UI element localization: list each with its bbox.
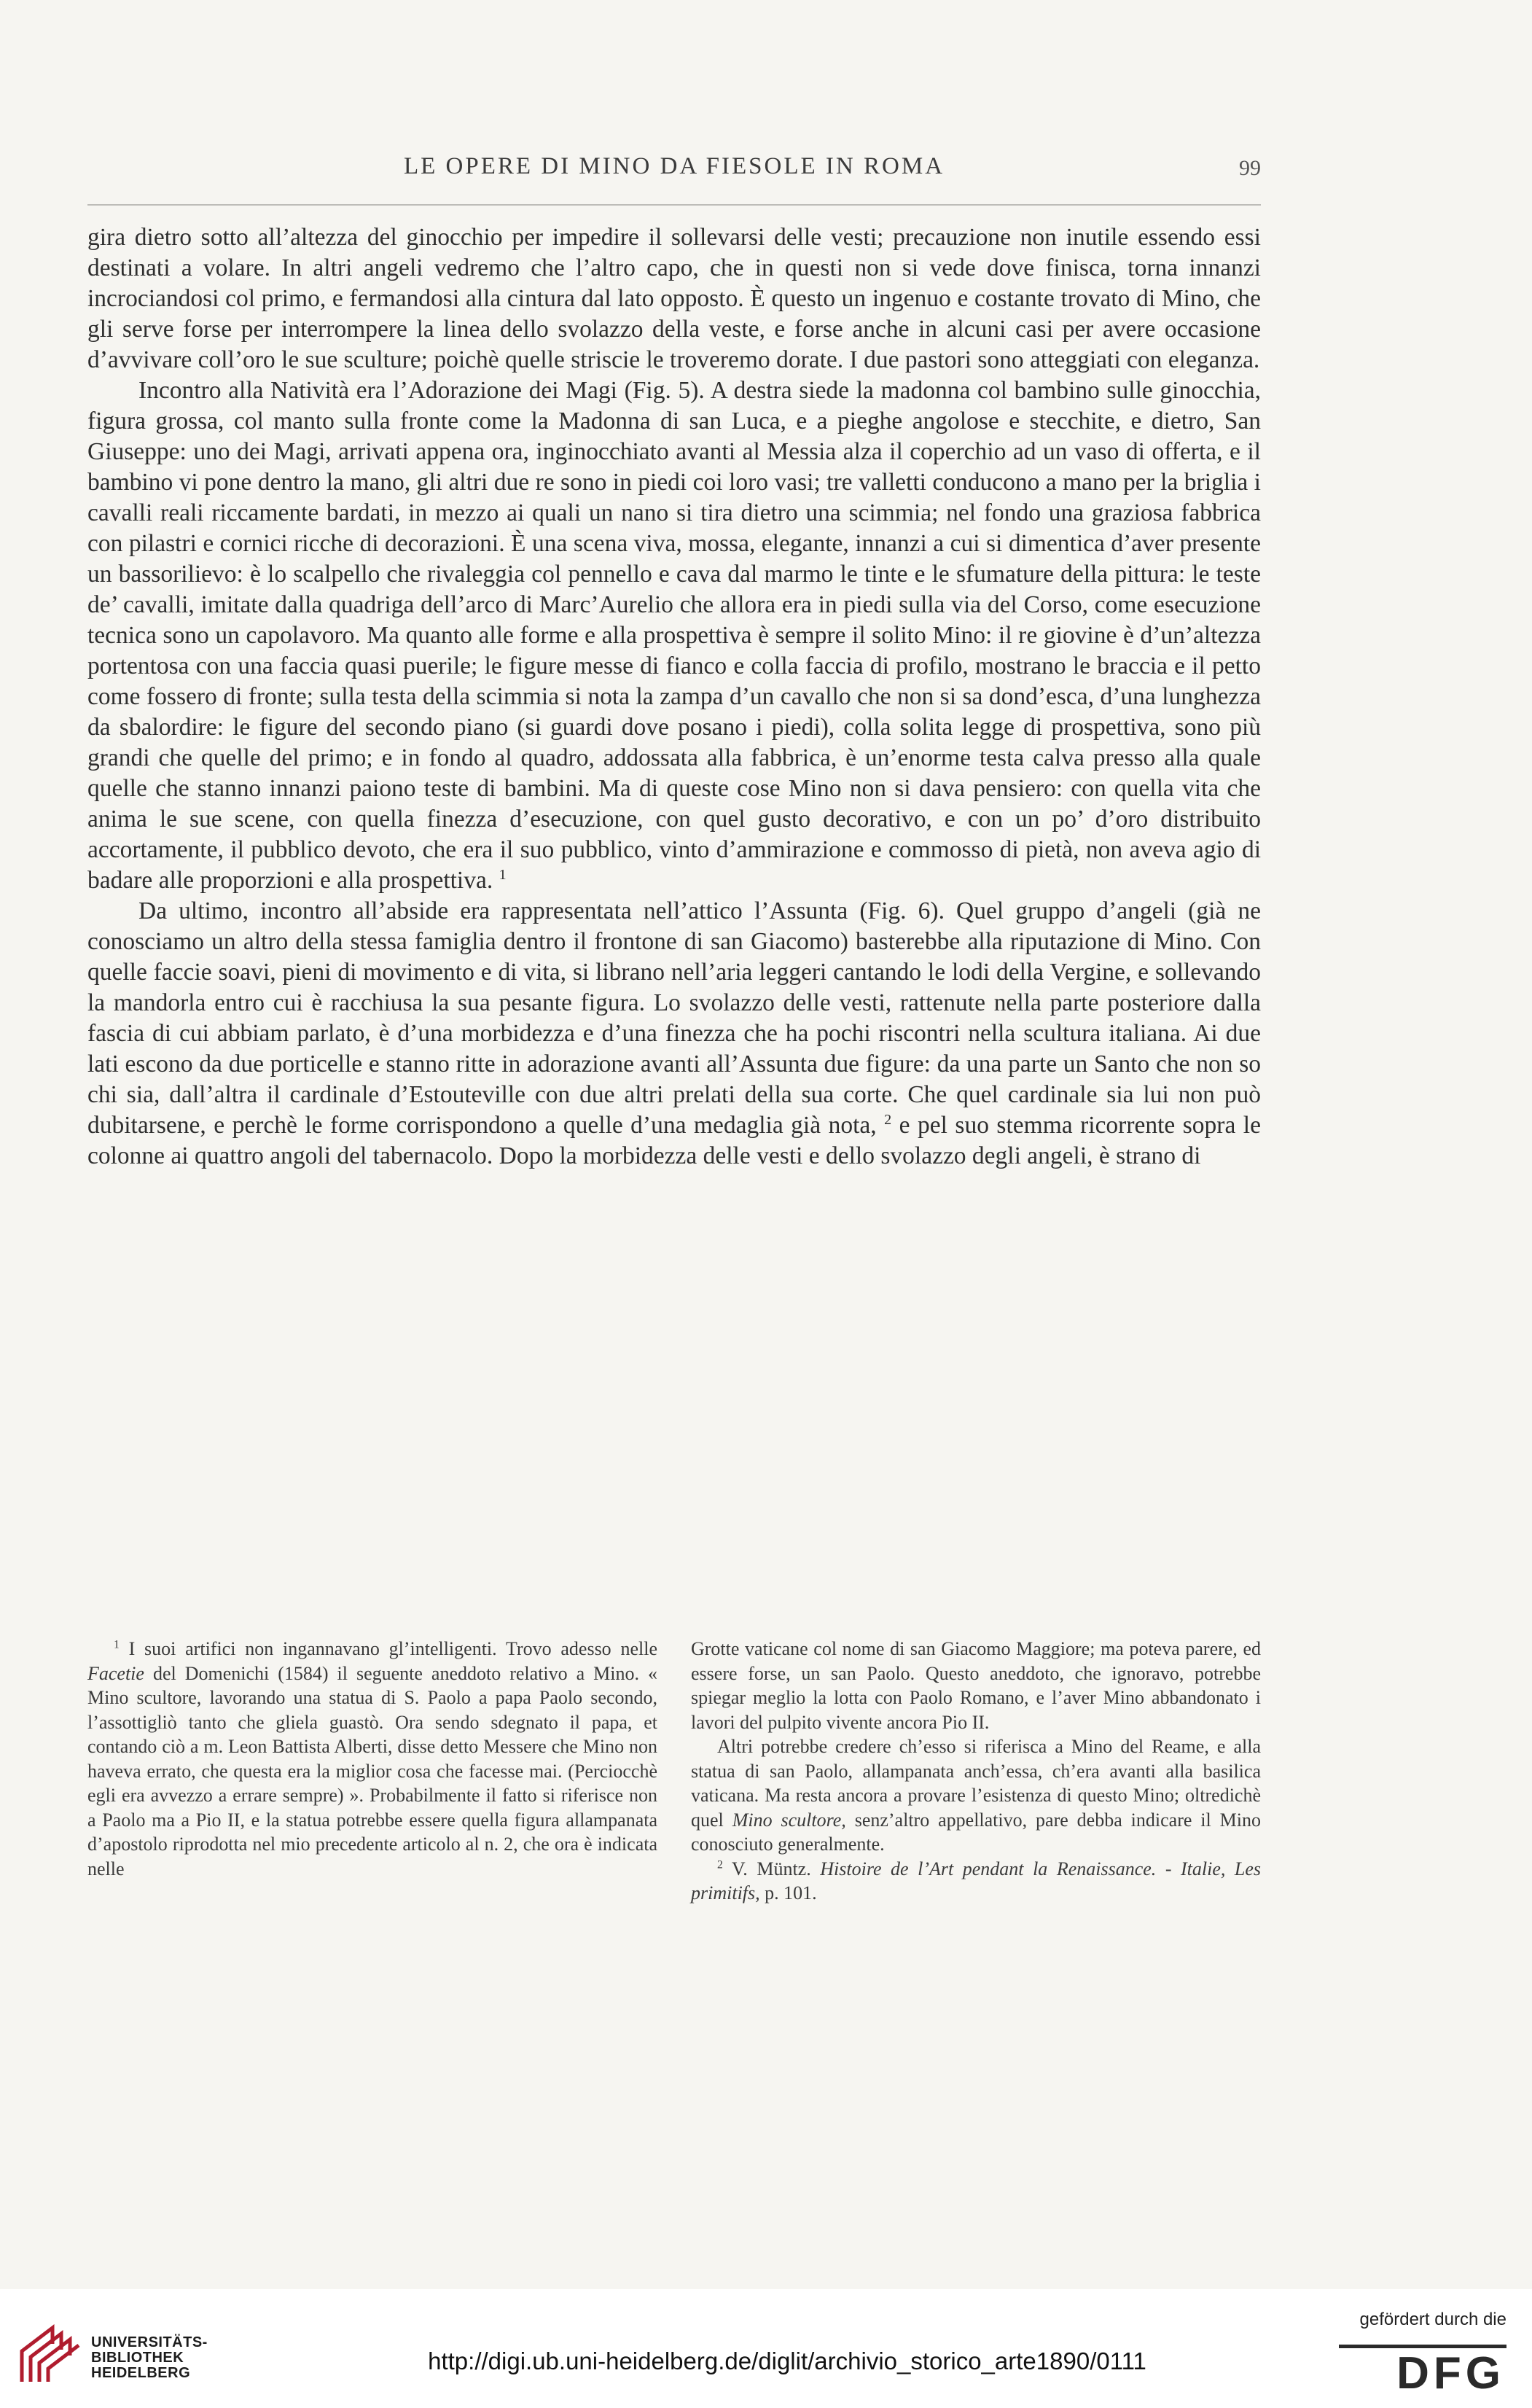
footnote-2-page: p. 101. [765,1882,817,1904]
footnotes [87,1637,1261,1906]
footer-bar [0,2289,1532,2408]
footnote-1-text-d1: Altri potrebbe credere ch’esso si riferisca a Mino del Reame, e alla statua di san Paolo, allampanata anch’essa, ch’era avanti alla basilica vaticana. Ma resta ancora a provare l’esistenza di questo Mino; oltredichè quel [691,1736,1261,1831]
page-number: 99 [1239,156,1261,180]
footnote-1-title-facetie: Facetie [87,1662,144,1684]
footnote-1-text-d2: senz’altro appellativo, pare debba indicare il Mino conosciuto generalmente. [691,1809,1262,1855]
running-title: LE OPERE DI MINO DA FIESOLE IN ROMA [403,153,945,179]
footnote-ref-1[interactable]: 1 [499,866,507,883]
footnote-2-author: V. Müntz. [731,1858,811,1879]
footnote-1-text-b: del Domenichi (1584) il seguente aneddoto relativo a Mino. « Mino scultore, lavorando una statua di S. Paolo a papa Paolo secondo, l’assottigliò tanto che gliela guastò. Ora sendo sdegnato il papa, et contando ciò a m. Leon Battista Alberti, disse detto Messere che Mino non haveva errato, che questa era la miglior cosa che facesse mai. (Perciocchè egli era avvezzo a errare sempre) ». Probabilmente il fatto si riferisce non a Paolo ma a Pio II, e la statua potrebbe essere quella figura allampanata d’apostolo riprodotta nel mio precedente articolo al n. 2, che ora è indicata nelle [87,1662,657,1879]
footnote-2 [691,1857,1261,1906]
body-text [87,222,1261,1172]
footnote-1-mark: 1 [114,1638,120,1651]
paragraph-1: gira dietro sotto all’altezza del ginocchio per impedire il sollevarsi delle vesti; precauzione non inutile essendo essi destinati a volare. In altri angeli vedremo che l’altro capo, che in questi non si vede dove finisca, torna innanzi incrociandosi col primo, e fermandosi alla cintura dal lato opposto. È questo un ingenuo e costante trovato di Mino, che gli serve forse per interrompere la linea dello svolazzo della veste, e forse anche in alcuni casi per avere occasione d’avvivare coll’oro le sue sculture; poichè quelle striscie le troveremo dorate. I due pastori sono atteggiati con eleganza. [87,224,1261,373]
permalink-url[interactable]: http://digi.ub.uni-heidelberg.de/diglit/archivio_storico_arte1890/0111 [428,2347,1146,2374]
footnote-1-text-a: I suoi artifici non ingannavano gl’intelligenti. Trovo adesso nelle [128,1638,657,1659]
dfg-logo-icon[interactable] [1339,2339,1506,2390]
dfg-logo-text: DFG [1396,2348,1505,2390]
header-rule [87,204,1261,206]
library-line-3: HEIDELBERG [91,2365,191,2381]
funding-notice [1317,2310,1506,2330]
footnotes-left-column [87,1637,657,1906]
library-line-2: BIBLIOTHEK [91,2350,184,2366]
footnote-2-mark: 2 [717,1858,723,1871]
footnote-1-second-paragraph [691,1734,1261,1857]
university-library-logo-icon[interactable] [16,2322,82,2388]
paragraph-3 [87,896,1261,1172]
paragraph-2 [87,375,1261,896]
footnote-2-title: Histoire de l’Art pendant la Renaissance. - Italie, Les primitifs, [691,1858,1262,1904]
university-library-name[interactable] [91,2335,208,2381]
paragraph-3-text-a: Da ultimo, incontro all’abside era rappresentata nell’attico l’Assunta (Fig. 6). Quel gruppo d’angeli (già ne conosciamo un altro della stessa famiglia dentro il frontone di san Giacomo) basterebbe alla riputazione di Mino. Con quelle faccie soavi, pieni di movimento e di vita, si librano nell’aria leggeri cantando le lodi della Vergine, e sollevando la mandorla entro cui è racchiusa la sua pesante figura. Lo svolazzo delle vesti, rattenute nella parte posteriore dalla fascia di cui abbiam parlato, è d’una morbidezza e d’una finezza che ha pochi riscontri nella scultura italiana. Ai due lati escono da due porticelle e stanno ritte in adorazione avanti all’Assunta due figure: da una parte un Santo che non so chi sia, dall’altra il cardinale d’Estouteville con due altri prelati della sua corte. Che quel cardinale sia lui non può dubitarsene, e perchè le forme corrispondono a quelle d’una medaglia già nota, [87,897,1261,1139]
footnotes-right-column [691,1637,1261,1906]
library-line-1: UNIVERSITÄTS- [91,2334,208,2350]
footnote-ref-2[interactable]: 2 [884,1111,892,1128]
footnote-1-continued: Grotte vaticane col nome di san Giacomo Maggiore; ma poteva parere, ed essere forse, un san Paolo. Questo aneddoto, che ignoravo, potrebbe spiegar meglio la lotta con Paolo Romano, e l’aver Mino abbandonato i lavori del pulpito vivente ancora Pio II. [691,1638,1261,1733]
paragraph-2-text: Incontro alla Natività era l’Adorazione dei Magi (Fig. 5). A destra siede la madonna col bambino sulle ginocchia, figura grossa, col manto sulla fronte come la Madonna di san Luca, e a pieghe angolose e stecchite, e dietro, San Giuseppe: uno dei Magi, arrivati appena ora, inginocchiato avanti al Messia alza il coperchio ad un vaso di offerta, e il bambino vi pone dentro la mano, gli altri due re sono in piedi coi loro vasi; tre valletti conducono a mano per la briglia i cavalli reali riccamente bardati, in mezzo ai quali un nano si tira dietro una scimmia; nel fondo una graziosa fabbrica con pilastri e cornici ricche di decorazioni. È una scena viva, mossa, elegante, innanzi a cui si dimentica d’aver presente un bassorilievo: è lo scalpello che rivaleggia col pennello e cava dal marmo le tinte e le sfumature della pittura: le teste de’ cavalli, imitate dalla quadriga dell’arco di Marc’Aurelio che allora era in piedi sulla via del Corso, come esecuzione tecnica sono un capolavoro. Ma quanto alle forme e alla prospettiva è sempre il solito Mino: il re giovine è d’un’altezza portentosa con una faccia quasi puerile; le figure messe di fianco e colla faccia di profilo, mostrano le braccia e il petto come fossero di fronte; sulla testa della scimmia si nota la zampa d’un cavallo che non si sa dond’esca, d’una lunghezza da sbalordire: le figure del secondo piano (si guardi dove posano i piedi), colla solita legge di prospettiva, sono più grandi che quelle del primo; e in fondo al quadro, addossata alla fabbrica, è un’enorme testa calva presso alla quale quelle che stanno innanzi paiono teste di bambini. Ma di queste cose Mino non si dava pensiero: con quella vita che anima le sue scene, con quella finezza d’esecuzione, con quel gusto decorativo, e con un po’ d’oro distribuito accortamente, il pubblico devoto, che era il suo pubblico, vinto d’ammirazione e commosso di pietà, non aveva agio di badare alle proporzioni e alla prospettiva. [87,377,1261,894]
paragraph-3-text-b: e pel suo stemma ricorrente sopra le colonne ai quattro angoli del tabernacolo. Dopo la morbidezza delle vesti e dello svolazzo degli angeli, è strano di [87,1112,1261,1169]
funding-label: gefördert durch die [1359,2310,1506,2329]
footnote-1-italic-mino: Mino scultore, [732,1809,846,1831]
page-header [87,153,1261,197]
footnote-1 [87,1637,657,1881]
